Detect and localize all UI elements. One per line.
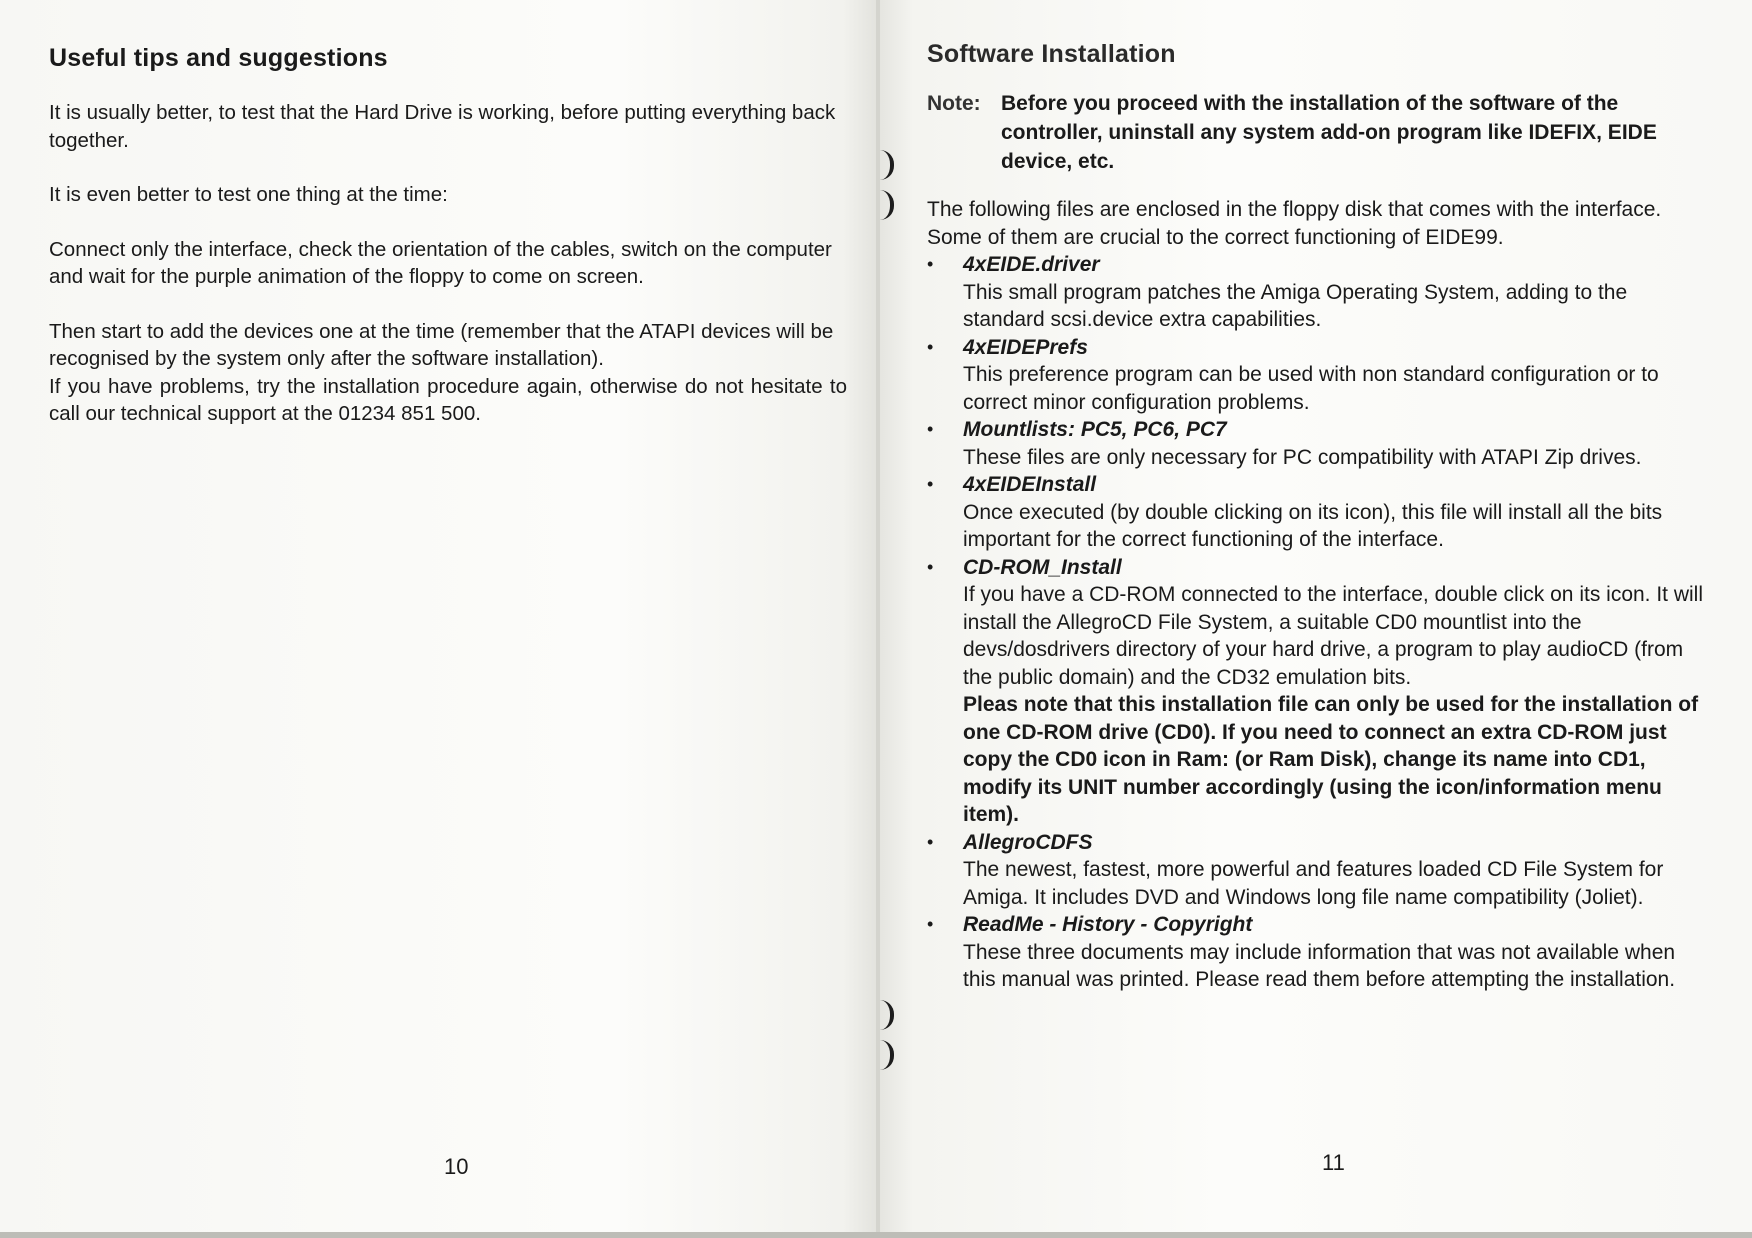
file-description: If you have a CD-ROM connected to the interface, double click on its icon. It will install the AllegroCD File System, a suitable CD0 mountlist into the devs/dosdrivers directory of your hard drive, a program to play audioCD (from the public domain) and the CD32 emulation bits. bbox=[963, 583, 1704, 689]
file-description: This small program patches the Amiga Operating System, adding to the standard scsi.device extra capabilities. bbox=[963, 280, 1628, 331]
note-label: Note: bbox=[927, 92, 981, 115]
file-description: This preference program can be used with non standard configuration or to correct minor configuration problems. bbox=[963, 363, 1659, 414]
installation-note bbox=[927, 89, 1707, 176]
bullet-icon: • bbox=[927, 914, 934, 934]
file-description: These files are only necessary for PC compatibility with ATAPI Zip drives. bbox=[963, 445, 1642, 469]
file-name: ReadMe - History - Copyright bbox=[963, 913, 1253, 936]
file-item bbox=[927, 251, 1707, 334]
file-description: Once executed (by double clicking on its icon), this file will install all the bits important for the correct functioning of the interface. bbox=[963, 500, 1663, 551]
right-page-content bbox=[927, 40, 1707, 994]
bullet-icon: • bbox=[927, 419, 934, 439]
paper-edge bbox=[0, 1232, 1752, 1238]
file-name: 4xEIDEInstall bbox=[963, 473, 1097, 496]
bullet-icon: • bbox=[927, 831, 934, 852]
file-list bbox=[927, 251, 1707, 994]
page-number-right: 11 bbox=[1322, 1150, 1345, 1175]
page-number-left: 10 bbox=[444, 1154, 469, 1179]
tip-paragraph-3: Connect only the interface, check the orientation of the cables, switch on the computer and wait for the purple animation of the floppy to come on screen. bbox=[49, 237, 832, 288]
file-warning: Pleas note that this installation file can only be used for the installation of one CD-ROM drive (CD0). If you need to connect an extra CD-ROM just copy the CD0 icon in Ram: (or Ram Disk), change its name into CD1, modify its UNIT number accordingly (using the icon/information menu item). bbox=[963, 693, 1699, 826]
file-description: These three documents may include information that was not available when this manual was printed. Please read them before attempting the installation. bbox=[963, 940, 1676, 991]
left-page-title: Useful tips and suggestions bbox=[49, 44, 388, 72]
bullet-icon: • bbox=[927, 474, 934, 494]
note-text: Before you proceed with the installation of the software of the controller, uninstall any system add-on program like IDEFIX, EIDE device, etc. bbox=[1001, 92, 1657, 173]
tip-paragraph-4: Then start to add the devices one at the time (remember that the ATAPI devices will be recognised by the system only after the software installation). bbox=[49, 319, 834, 370]
tip-paragraph-2: It is even better to test one thing at the time: bbox=[49, 183, 448, 206]
file-item bbox=[927, 554, 1707, 829]
right-page-title: Software Installation bbox=[927, 40, 1176, 68]
file-name: Mountlists: PC5, PC6, PC7 bbox=[963, 418, 1227, 441]
file-item bbox=[927, 471, 1707, 554]
file-item bbox=[927, 911, 1707, 994]
file-name: 4xEIDE.driver bbox=[963, 253, 1100, 276]
bullet-icon: • bbox=[927, 254, 934, 274]
bullet-icon: • bbox=[927, 336, 934, 357]
file-item bbox=[927, 829, 1707, 912]
left-page-content bbox=[49, 44, 847, 428]
tip-paragraph-5: If you have problems, try the installation procedure again, otherwise do not hesitate to call our technical support at the 01234 851 500. bbox=[49, 374, 847, 425]
tip-paragraph-1: It is usually better, to test that the Hard Drive is working, before putting everything back together. bbox=[49, 101, 836, 152]
file-item bbox=[927, 334, 1707, 417]
file-item bbox=[927, 416, 1707, 471]
file-name: AllegroCDFS bbox=[963, 830, 1093, 854]
file-name: 4xEIDEPrefs bbox=[963, 335, 1088, 359]
bullet-icon: • bbox=[927, 556, 934, 577]
files-intro: The following files are enclosed in the floppy disk that comes with the interface. Some of them are crucial to the correct functioning of EIDE99. bbox=[927, 198, 1662, 249]
file-name: CD-ROM_Install bbox=[963, 555, 1122, 579]
file-description: The newest, fastest, more powerful and features loaded CD File System for Amiga. It includes DVD and Windows long file name compatibility (Joliet). bbox=[963, 858, 1664, 909]
